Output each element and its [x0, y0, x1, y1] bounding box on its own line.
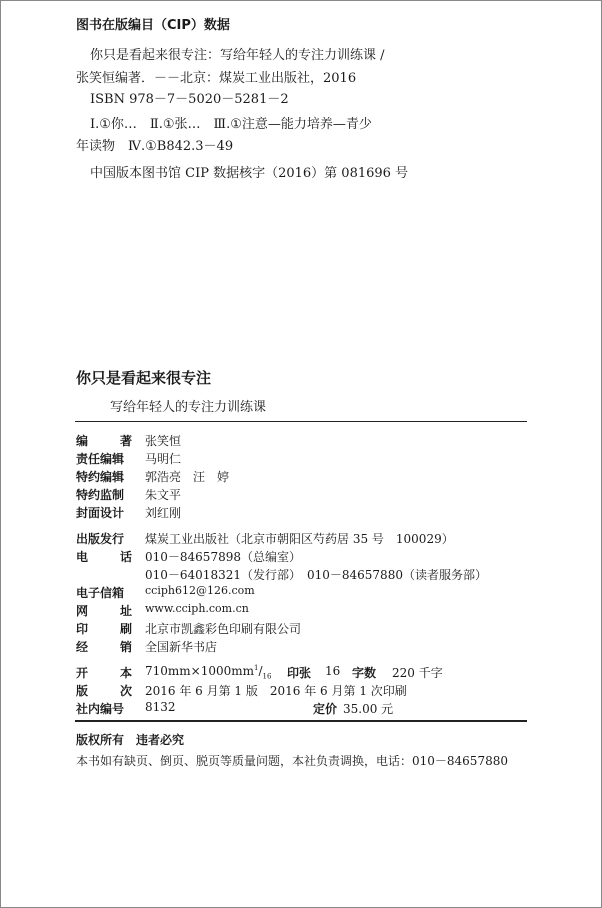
cip-line-5: 年读物 Ⅳ.①B842.3－49 [76, 139, 234, 154]
distribution-label: 出版发行 [76, 532, 125, 546]
phone-value: 010－84657898（总编室） [145, 550, 301, 564]
words-label: 字数 [352, 666, 377, 680]
words-value: 220 千字 [392, 666, 443, 680]
sheets-label: 印张 [287, 666, 312, 680]
sales-label: 经 销 [76, 640, 132, 654]
cover-design-label: 封面设计 [76, 506, 125, 520]
website-value: www.cciph.com.cn [145, 602, 249, 615]
format-sup: 1 [254, 664, 259, 672]
email-label: 电子信箱 [76, 586, 125, 600]
cip-line-4: Ⅰ.①你… Ⅱ.①张… Ⅲ.①注意—能力培养—青少 [90, 117, 372, 132]
phone-label: 电 话 [76, 550, 132, 564]
format-sub: 16 [262, 672, 272, 681]
copyright-heading: 版权所有 违者必究 [76, 733, 185, 747]
special-supervisor-value: 朱文平 [145, 488, 182, 502]
distribution-value: 煤炭工业出版社（北京市朝阳区芍药居 35 号 100029） [145, 532, 454, 546]
cip-heading: 图书在版编目（CIP）数据 [76, 18, 230, 33]
format-size: 710mm×1000mm [145, 664, 255, 678]
book-subtitle: 写给年轻人的专注力训练课 [110, 400, 267, 415]
book-title: 你只是看起来很专注 [76, 369, 212, 387]
cip-line-3: ISBN 978－7－5020－5281－2 [90, 92, 289, 107]
format-value: $710mm\times 1000mm^1/_{16}$ [145, 664, 272, 681]
edition-value: 2016 年 6 月第 1 版 2016 年 6 月第 1 次印刷 [145, 684, 407, 698]
phone-value-2: 010－64018321（发行部） 010－84657880（读者服务部） [145, 568, 487, 582]
author-value: 张笑恒 [145, 434, 182, 448]
price-value: 35.00 元 [343, 702, 394, 716]
author-label: 编 著 [76, 434, 132, 448]
editor-value: 马明仁 [145, 452, 182, 466]
cip-line-6: 中国版本图书馆 CIP 数据核字（2016）第 081696 号 [90, 166, 409, 181]
cover-design-value: 刘红刚 [145, 506, 182, 520]
format-label: 开 本 [76, 666, 132, 680]
editor-label: 责任编辑 [76, 452, 125, 466]
special-editor-label: 特约编辑 [76, 470, 125, 484]
cip-line-1: 你只是看起来很专注：写给年轻人的专注力训练课 / [90, 48, 385, 63]
code-label: 社内编号 [76, 702, 125, 716]
edition-label: 版 次 [76, 684, 132, 698]
divider-top [75, 421, 527, 422]
price-label: 定价 [313, 702, 338, 716]
special-editor-value: 郭浩亮 汪 婷 [145, 470, 230, 484]
sales-value: 全国新华书店 [145, 640, 218, 654]
printing-value: 北京市凯鑫彩色印刷有限公司 [145, 622, 302, 636]
email-value: cciph612@126.com [145, 584, 255, 597]
sheets-value: 16 [325, 664, 341, 678]
code-value: 8132 [145, 700, 176, 714]
printing-label: 印 刷 [76, 622, 132, 636]
copyright-notice: 本书如有缺页、倒页、脱页等质量问题，本社负责调换，电话：010－84657880 [76, 754, 508, 768]
cip-line-2: 张笑恒编著．－－北京：煤炭工业出版社，2016 [76, 71, 357, 86]
divider-bottom [75, 720, 527, 722]
website-label: 网 址 [76, 604, 132, 618]
special-supervisor-label: 特约监制 [76, 488, 125, 502]
